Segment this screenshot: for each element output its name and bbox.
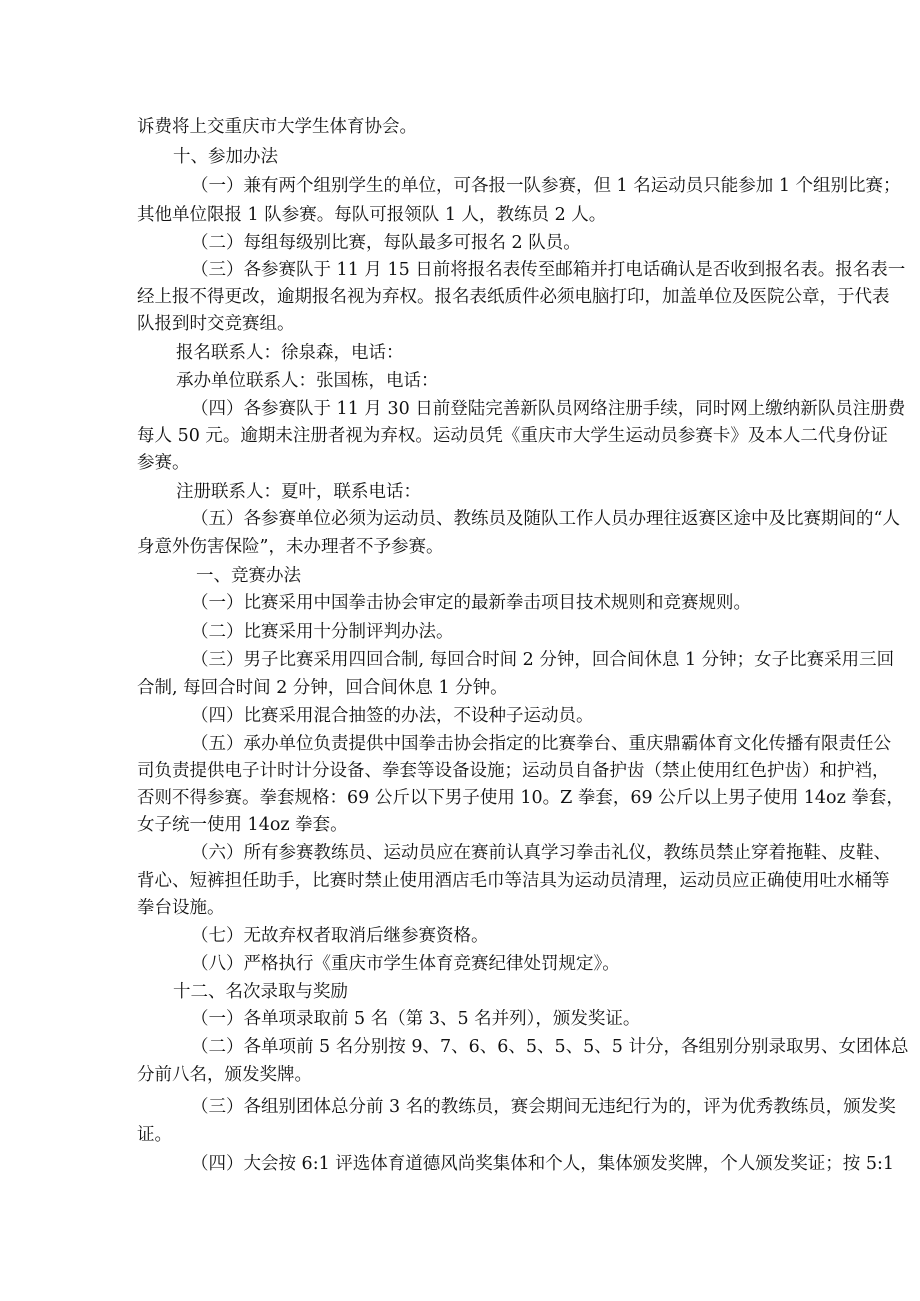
- text-line: 参赛。: [137, 453, 190, 473]
- section-heading: 一、竞赛办法: [196, 566, 301, 586]
- text-line: （八）严格执行《重庆市学生体育竞赛纪律处罚规定》。: [191, 954, 620, 974]
- text-line: 司负责提供电子计时计分设备、拳套等设备设施；运动员自备护齿（禁止使用红色护齿）和护裆，: [137, 761, 890, 781]
- text-line: 注册联系人：夏叶，联系电话：: [176, 482, 421, 502]
- text-line: （四）比赛采用混合抽签的办法，不设种子运动员。: [191, 706, 594, 726]
- text-line: 拳台设施。: [137, 898, 225, 918]
- text-line: （三）各组别团体总分前 3 名的教练员，赛会期间无违纪行为的，评为优秀教练员，颁发奖: [191, 1097, 896, 1117]
- text-line: （三）男子比赛采用四回合制, 每回合时间 2 分钟，回合间休息 1 分钟；女子比赛采用三回: [191, 650, 895, 670]
- text-line: （一）各单项录取前 5 名（第 3、5 名并列），颁发奖证。: [191, 1009, 641, 1029]
- text-line: （一）兼有两个组别学生的单位，可各报一队参赛，但 1 名运动员只能参加 1 个组别比赛；: [191, 176, 901, 196]
- text-line: 身意外伤害保险”，未办理者不予参赛。: [137, 537, 444, 557]
- text-line: （五）各参赛单位必须为运动员、教练员及随队工作人员办理往返赛区途中及比赛期间的“人: [191, 509, 900, 529]
- text-line: （四）各参赛队于 11 月 30 日前登陆完善新队员网络注册手续，同时网上缴纳新队员注册费: [191, 399, 906, 419]
- text-line: 诉费将上交重庆市大学生体育协会。: [137, 117, 417, 137]
- text-line: 证。: [137, 1125, 172, 1145]
- text-line: 承办单位联系人：张国栋，电话：: [176, 371, 439, 391]
- text-line: 其他单位限报 1 队参赛。每队可报领队 1 人，教练员 2 人。: [137, 205, 607, 225]
- text-line: （二）各单项前 5 名分别按 9、7、6、6、5、5、5、5 计分，各组别分别录取男、女团体总: [191, 1037, 909, 1057]
- text-line: （三）各参赛队于 11 月 15 日前将报名表传至邮箱并打电话确认是否收到报名表。报名表一: [191, 260, 906, 280]
- text-line: 否则不得参赛。拳套规格：69 公斤以下男子使用 10。Z 拳套，69 公斤以上男子使用 14oz 拳套，: [137, 788, 904, 808]
- text-line: 报名联系人：徐泉森，电话：: [176, 343, 404, 363]
- text-line: 经上报不得更改，逾期报名视为弃权。报名表纸质件必须电脑打印，加盖单位及医院公章，于代表: [137, 287, 890, 307]
- section-heading: 十二、名次录取与奖励: [173, 982, 348, 1002]
- text-line: 分前八名，颁发奖牌。: [137, 1065, 312, 1085]
- text-line: （五）承办单位负责提供中国拳击协会指定的比赛拳台、重庆鼎霸体育文化传播有限责任公: [191, 734, 891, 754]
- text-line: 女子统一使用 14oz 拳套。: [137, 815, 348, 835]
- text-line: 队报到时交竞赛组。: [137, 314, 295, 334]
- text-line: （一）比赛采用中国拳击协会审定的最新拳击项目技术规则和竞赛规则。: [191, 593, 751, 613]
- text-line: （二）每组每级别比赛，每队最多可报名 2 队员。: [191, 233, 581, 253]
- text-line: （六）所有参赛教练员、运动员应在赛前认真学习拳击礼仪，教练员禁止穿着拖鞋、皮鞋、: [191, 843, 891, 863]
- text-line: 背心、短裤担任助手，比赛时禁止使用酒店毛巾等洁具为运动员清理，运动员应正确使用吐水桶等: [137, 871, 890, 891]
- text-line: 合制, 每回合时间 2 分钟，回合间休息 1 分钟。: [137, 678, 508, 698]
- text-line: （七）无故弃权者取消后继参赛资格。: [191, 926, 489, 946]
- text-line: 每人 50 元。逾期未注册者视为弃权。运动员凭《重庆市大学生运动员参赛卡》及本人二代身份证: [137, 426, 888, 446]
- text-line: （四）大会按 6:1 评选体育道德风尚奖集体和个人，集体颁发奖牌，个人颁发奖证；按 5:1: [191, 1154, 895, 1174]
- text-line: （二）比赛采用十分制评判办法。: [191, 622, 454, 642]
- section-heading: 十、参加办法: [173, 147, 278, 167]
